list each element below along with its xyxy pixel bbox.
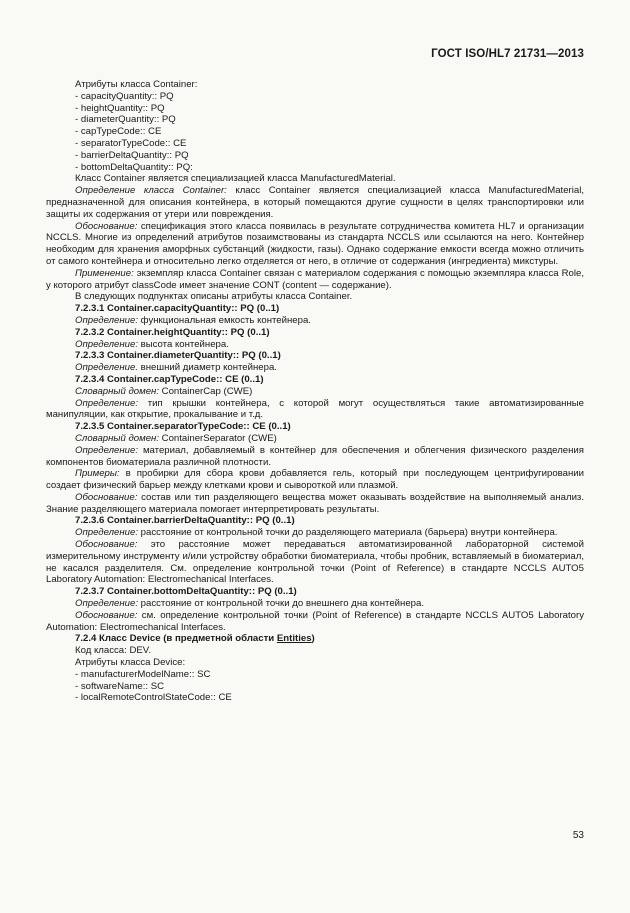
definition: [46, 398, 584, 422]
attribute-item: - localRemoteControlStateCode:: CE: [75, 692, 232, 704]
text: экземпляр класса Container связан с материалом содержания с помощью экземпляра класса Role, у которого атрибут classCode имеет значение CONT (content — содержание).: [46, 267, 584, 291]
attribute-item: - heightQuantity:: PQ: [75, 102, 165, 114]
text: высота контейнера.: [138, 338, 229, 350]
vocabulary-domain: [46, 386, 584, 398]
label: Определение:: [75, 598, 138, 610]
attribute-item: - manufacturerModelName:: SC: [75, 668, 211, 680]
paragraph-subclauses: В следующих подпунктах описаны атрибуты класса Container.: [75, 291, 353, 303]
paragraph-class-definition: [46, 185, 584, 220]
label: Обоснование:: [75, 609, 138, 621]
definition: [46, 598, 584, 610]
section-heading: 7.2.3.3 Container.diameterQuantity:: PQ (0..1): [75, 350, 281, 362]
label: Словарный домен:: [75, 385, 159, 397]
label: Обоснование:: [75, 539, 138, 551]
attribute-item: - capacityQuantity:: PQ: [75, 90, 174, 102]
definition: [46, 362, 584, 374]
document-header: ГОСТ ISO/HL7 21731—2013: [431, 48, 584, 60]
text: ContainerCap (CWE): [158, 385, 253, 397]
text: спецификация этого класса появилась в результате сотрудничества комитета HL7 и организации NCCLS. Многие из определений атрибутов позаимствованы из стандарта NCCLS или ссылаются на него. Контейнер необходим для хранения аморфных субстанций (жидкости, газы). Однако содержание емкости всегда можно отличить от самого контейнера и относительно легко отделяется от него, в отличие от содержания (ингредиента) микстуры.: [46, 220, 584, 267]
text: расстояние от контрольной точки до разделяющего материала (барьера) внутри контейнера.: [138, 527, 558, 539]
attribute-item: - separatorTypeCode:: CE: [75, 137, 187, 149]
attribute-item: - diameterQuantity:: PQ: [75, 114, 176, 126]
section-heading: 7.2.3.5 Container.separatorTypeCode:: CE (0..1): [75, 421, 291, 433]
attribute-item: - barrierDeltaQuantity:: PQ: [75, 149, 189, 161]
label: Определение:: [75, 527, 138, 539]
entities-link[interactable]: Entities: [276, 633, 312, 645]
section-heading: 7.2.3.2 Container.heightQuantity:: PQ (0..1): [75, 326, 270, 338]
attribute-item: - bottomDeltaQuantity:: PQ:: [75, 161, 193, 173]
text: тип крышки контейнера, с которой могут осуществляться такие автоматизированные манипуляции, как открытие, прокалывание и т.д.: [46, 397, 584, 421]
section-heading: 7.2.3.7 Container.bottomDeltaQuantity:: PQ (0..1): [75, 586, 297, 598]
definition: [46, 315, 584, 327]
label: Примеры:: [75, 468, 120, 480]
text: внешний диаметр контейнера.: [138, 362, 277, 374]
text: функциональная емкость контейнера.: [138, 314, 311, 326]
device-attributes-intro: Атрибуты класса Device:: [75, 657, 186, 669]
label: Определение класса Container:: [75, 185, 227, 197]
label: Определение.: [75, 362, 138, 374]
text: класс Container является специализацией класса ManufacturedMaterial, предназначенной для описания контейнера, в который помещаются другие сущности в целях транспортировки или защиты их содержания от утери или повреждения.: [46, 185, 584, 220]
paragraph-rationale: [46, 221, 584, 268]
document-body: [46, 79, 584, 704]
section-heading: 7.2.3.6 Container.barrierDeltaQuantity:: PQ (0..1): [75, 515, 295, 527]
attribute-item: - capTypeCode:: CE: [75, 126, 162, 138]
label: Словарный домен:: [75, 432, 159, 444]
text: ContainerSeparator (CWE): [158, 432, 277, 444]
label: Обоснование:: [75, 491, 138, 503]
rationale: [46, 539, 584, 586]
heading-end: ): [311, 633, 315, 645]
device-class-code: Код класса: DEV.: [75, 645, 151, 657]
text: расстояние от контрольной точки до внешнего дна контейнера.: [138, 598, 425, 610]
attributes-intro: Атрибуты класса Container:: [75, 79, 198, 90]
text: это расстояние может передаваться автоматизированной лабораторной системой измерительному инструменту и/или устройству обработки биоматериала, чтобы пробник, вставляемый в биоматериал, не касался разделителя. См. определение контрольной точки (Point of Reference) в стандарте NCCLS AUTO5 Laboratory Automation: Electromechanical Interfaces.: [46, 539, 584, 586]
text: материал, добавляемый в контейнер для обеспечения и облегчения физического разделения компонентов биоматериала различной плотности.: [46, 444, 584, 468]
text: в пробирки для сбора крови добавляется гель, который при последующем центрифугировании создает физический барьер между клетками крови и сывороткой или плазмой.: [46, 468, 584, 492]
text: состав или тип разделяющего вещества может оказывать воздействие на выполняемый анализ. Знание разделяющего материала помогает интерпретировать результаты.: [46, 491, 584, 515]
rationale: [46, 492, 584, 516]
label: Определение:: [75, 397, 138, 409]
paragraph-specialization: Класс Container является специализацией класса ManufacturedMaterial.: [75, 173, 396, 185]
vocabulary-domain: [46, 433, 584, 445]
section-heading: 7.2.3.4 Container.capTypeCode:: CE (0..1): [75, 373, 264, 385]
rationale: [46, 610, 584, 634]
label: Применение:: [75, 267, 134, 279]
definition: [46, 339, 584, 351]
label: Определение:: [75, 338, 138, 350]
section-heading: 7.2.3.1 Container.capacityQuantity:: PQ (0..1): [75, 303, 280, 315]
paragraph-usage: [46, 268, 584, 292]
definition: [46, 527, 584, 539]
examples: [46, 468, 584, 492]
text: см. определение контрольной точки (Point of Reference) в стандарте NCCLS AUTO5 Laboratory Automation: Electromechanical Interfaces.: [46, 609, 584, 633]
label: Определение:: [75, 444, 138, 456]
label: Обоснование:: [75, 220, 138, 232]
attribute-item: - softwareName:: SC: [75, 680, 165, 692]
label: Определение:: [75, 314, 138, 326]
definition: [46, 445, 584, 469]
heading-text: 7.2.4 Класс Device (в предметной области: [75, 633, 277, 645]
device-section-heading: [46, 633, 584, 645]
page-number: 53: [572, 830, 584, 841]
